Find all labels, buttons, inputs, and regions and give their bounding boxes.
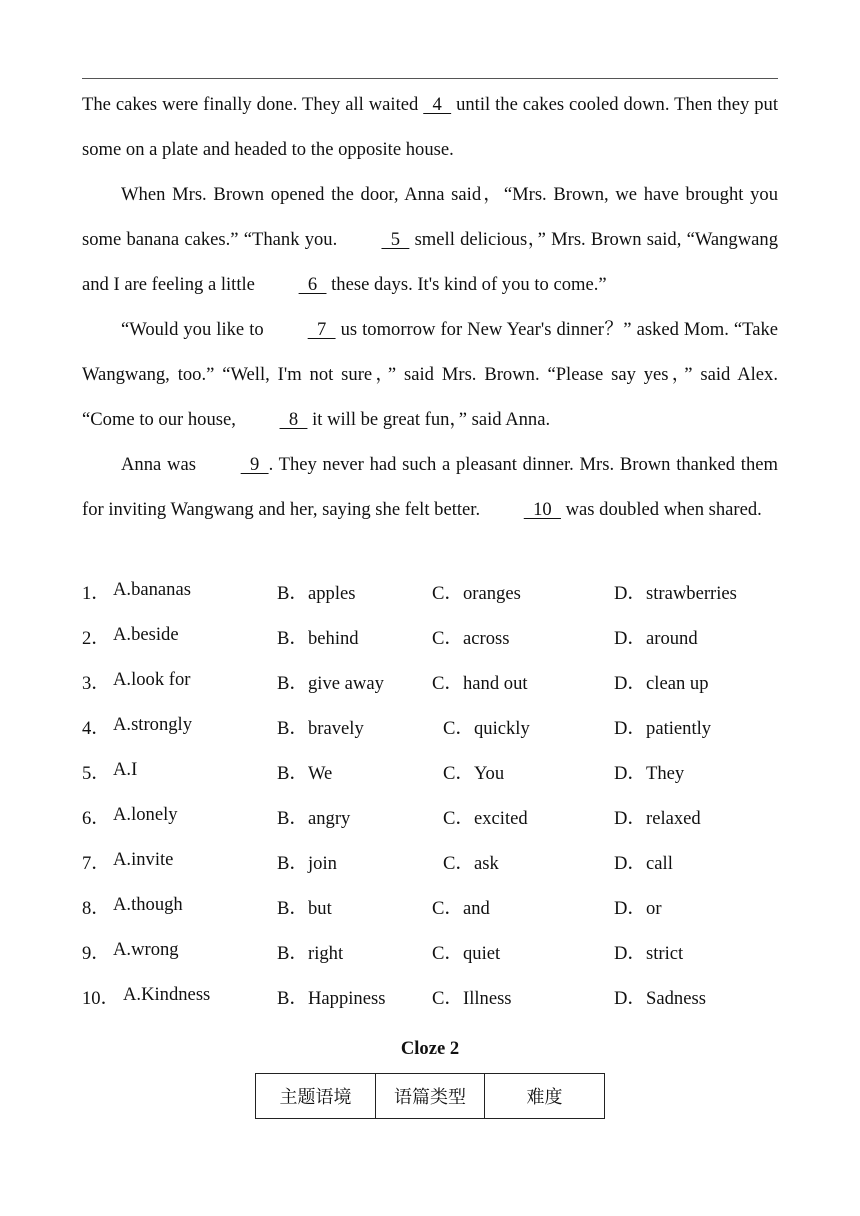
option-c: C．ask [443, 853, 499, 874]
question-number: 4． [82, 718, 110, 739]
question-number: 9． [82, 943, 110, 964]
option-c: C．and [432, 898, 490, 919]
option-a: A.I [113, 759, 138, 780]
option-a: A.beside [113, 624, 179, 645]
option-a: A.lonely [113, 804, 178, 825]
option-b: B．Happiness [277, 988, 386, 1009]
blank-6: 6 [298, 274, 327, 295]
text: When Mrs. Brown opened the door, Anna said，“Mrs. Brown, we have brought you some banana cakes.” “Thank you. [82, 184, 778, 250]
text: . They never had such a pleasant dinner. Mrs. Brown thanked them for inviting Wangwang and her, saying she felt better. [82, 454, 778, 520]
question-number: 10． [82, 988, 120, 1009]
cloze-2-info-table [255, 1073, 605, 1119]
option-c: C．hand out [432, 673, 528, 694]
blank-4: 4 [423, 94, 452, 115]
option-d: D．They [614, 763, 685, 784]
option-row [82, 939, 782, 984]
blank-8: 8 [279, 409, 308, 430]
option-row [82, 804, 782, 849]
option-c: C．quiet [432, 943, 501, 964]
option-d: D．relaxed [614, 808, 701, 829]
question-number: 8． [82, 898, 110, 919]
blank-9: 9 [240, 454, 269, 475]
question-number: 1． [82, 583, 110, 604]
blank-10: 10 [523, 499, 561, 520]
option-d: D．strawberries [614, 583, 737, 604]
option-d: D．patiently [614, 718, 712, 739]
option-c: C．You [443, 763, 505, 784]
header-topic-context: 主题语境 [256, 1074, 376, 1119]
blank-7: 7 [307, 319, 336, 340]
text: The cakes were finally done. They all waited [82, 94, 424, 115]
options-list [82, 579, 782, 1029]
question-number: 2． [82, 628, 110, 649]
option-b: B．angry [277, 808, 351, 829]
option-row [82, 624, 782, 669]
option-b: B．apples [277, 583, 356, 604]
option-d: D．or [614, 898, 662, 919]
option-row [82, 849, 782, 894]
header-difficulty: 难度 [485, 1074, 605, 1119]
option-c: C．excited [443, 808, 528, 829]
option-c: C．quickly [443, 718, 530, 739]
question-number: 3． [82, 673, 110, 694]
paragraph-3 [82, 307, 778, 442]
cloze-passage [82, 82, 778, 532]
text: until the cakes cooled down. Then they put some on a plate and headed to the opposite house. [82, 94, 778, 160]
option-b: B．right [277, 943, 344, 964]
text: us tomorrow for New Year's dinner？” asked Mom. “Take Wangwang, too.” “Well, I'm not sure，” said Mrs. Brown. “Please say yes，” said Alex. “Come to our house, [82, 319, 778, 430]
header-rule [82, 78, 778, 79]
text: smell delicious，” Mrs. Brown said, “Wangwang and I are feeling a little [82, 229, 778, 295]
option-a: A.look for [113, 669, 191, 690]
option-a: A.bananas [113, 579, 191, 600]
option-b: B．We [277, 763, 333, 784]
option-b: B．bravely [277, 718, 364, 739]
option-a: A.invite [113, 849, 174, 870]
option-a: A.Kindness [123, 984, 211, 1005]
option-a: A.wrong [113, 939, 179, 960]
text: Anna was [121, 454, 202, 475]
paragraph-1 [82, 82, 778, 172]
blank-5: 5 [381, 229, 410, 250]
option-b: B．join [277, 853, 337, 874]
option-d: D．call [614, 853, 673, 874]
option-b: B．behind [277, 628, 359, 649]
option-row [82, 759, 782, 804]
text: “Would you like to [121, 319, 269, 340]
cloze-2-title: Cloze 2 [400, 1038, 460, 1059]
option-c: C．across [432, 628, 510, 649]
paragraph-2 [82, 172, 778, 307]
table-row [256, 1074, 605, 1119]
option-row [82, 984, 782, 1029]
question-number: 7． [82, 853, 110, 874]
option-a: A.strongly [113, 714, 193, 735]
option-d: D．clean up [614, 673, 709, 694]
option-row [82, 669, 782, 714]
question-number: 6． [82, 808, 110, 829]
option-c: C．Illness [432, 988, 512, 1009]
option-row [82, 714, 782, 759]
option-row [82, 579, 782, 624]
header-text-type: 语篇类型 [376, 1074, 485, 1119]
text: was doubled when shared. [560, 499, 762, 520]
option-d: D．Sadness [614, 988, 706, 1009]
question-number: 5． [82, 763, 110, 784]
option-d: D．around [614, 628, 698, 649]
option-c: C．oranges [432, 583, 521, 604]
paragraph-4 [82, 442, 778, 532]
text: these days. It's kind of you to come.” [326, 274, 607, 295]
text: it will be great fun，” said Anna. [307, 409, 551, 430]
option-row [82, 894, 782, 939]
option-a: A.though [113, 894, 183, 915]
option-b: B．but [277, 898, 332, 919]
option-d: D．strict [614, 943, 684, 964]
option-b: B．give away [277, 673, 384, 694]
